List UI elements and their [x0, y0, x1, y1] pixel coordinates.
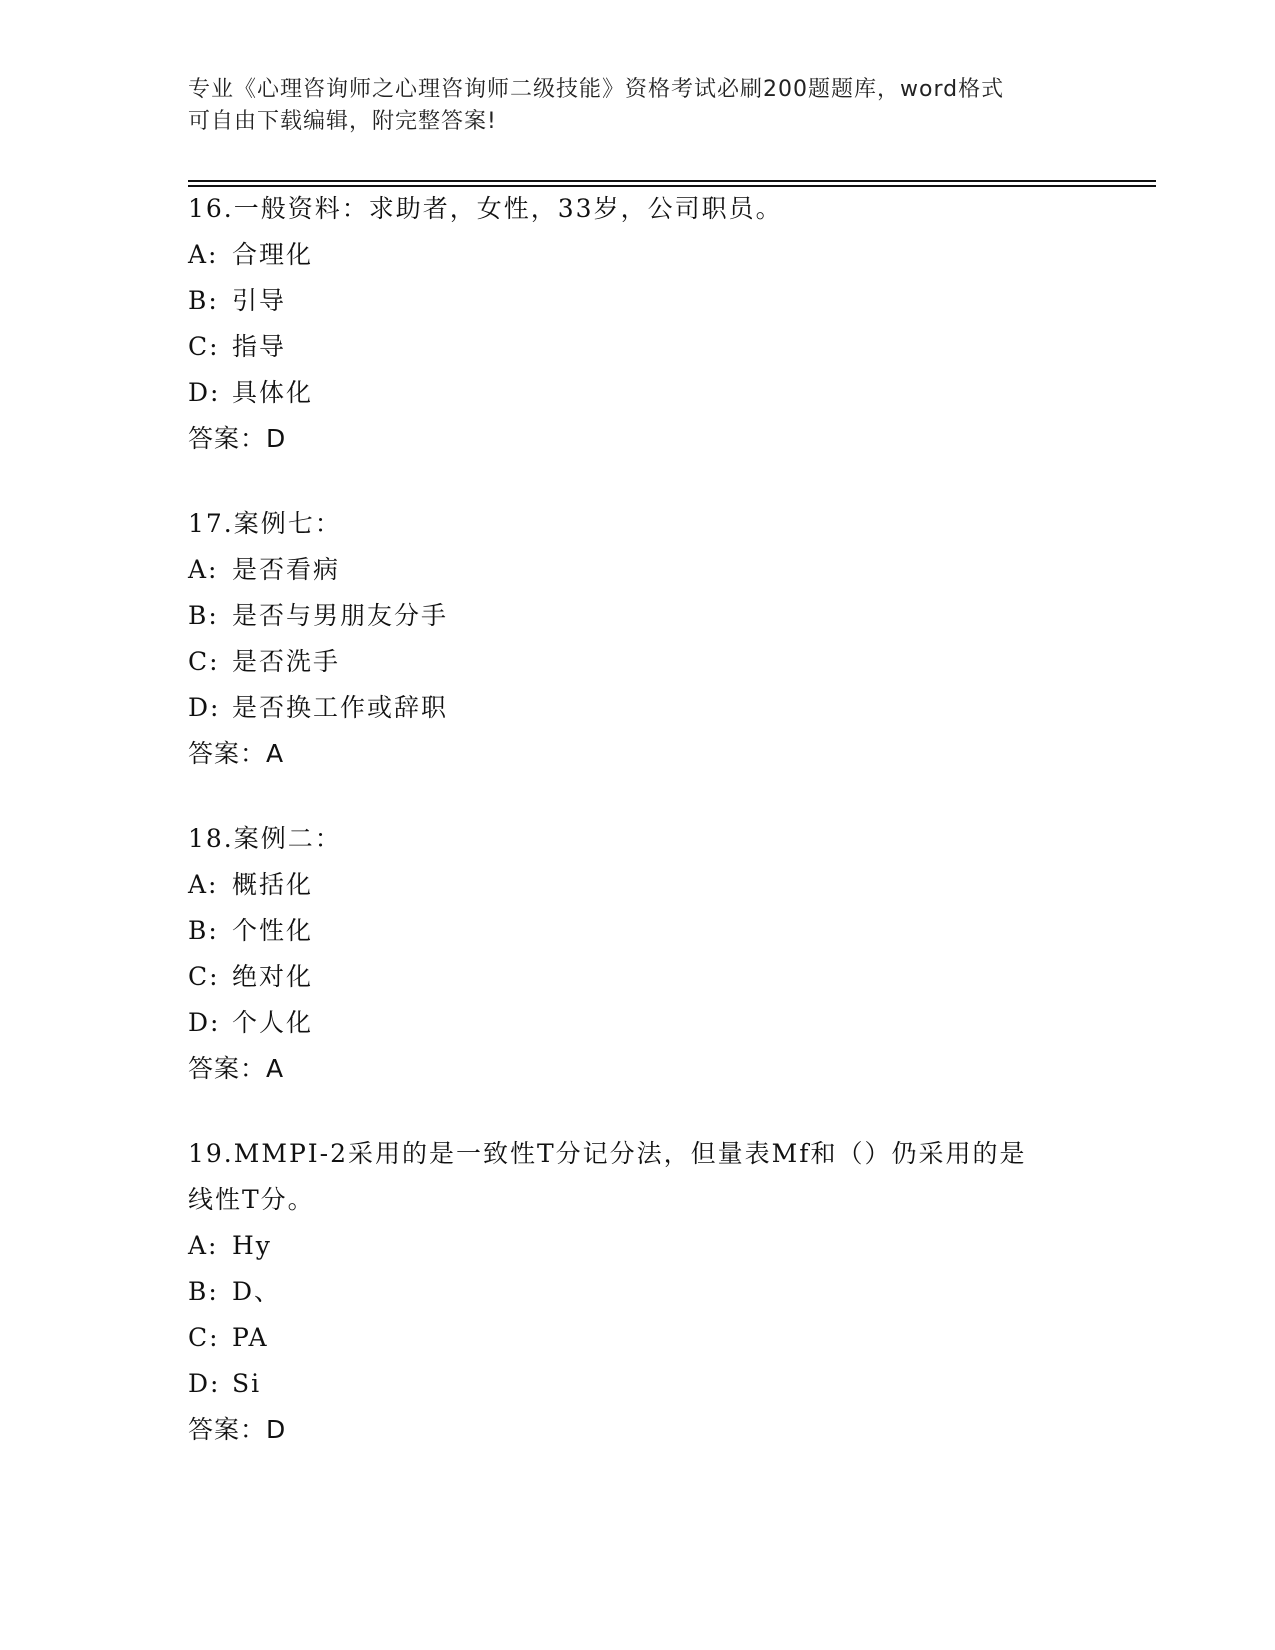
option-text: 合理化 [232, 240, 314, 269]
option-text: D、 [232, 1277, 282, 1306]
option-letter: D: [188, 378, 221, 407]
option-text: PA [232, 1323, 269, 1352]
option-letter: C: [188, 1323, 220, 1352]
option-c [188, 1315, 1088, 1361]
option-text: 具体化 [232, 378, 314, 407]
option-text: 引导 [232, 286, 287, 315]
option-c [188, 639, 1088, 685]
option-letter: A: [188, 870, 219, 899]
option-c [188, 324, 1088, 370]
option-text: 是否与男朋友分手 [232, 601, 449, 630]
option-d [188, 685, 1088, 731]
option-a [188, 862, 1088, 908]
option-letter: C: [188, 647, 220, 676]
option-d [188, 1361, 1088, 1407]
option-c [188, 954, 1088, 1000]
header-line-2: 可自由下载编辑，附完整答案! [188, 109, 497, 134]
option-text: 是否看病 [232, 555, 341, 584]
question-16 [188, 186, 1088, 462]
option-text: Si [232, 1369, 262, 1398]
option-letter: B: [188, 601, 219, 630]
option-letter: B: [188, 1277, 219, 1306]
option-letter: A: [188, 555, 219, 584]
question-stem: 17.案例七： [188, 509, 342, 538]
option-text: Hy [232, 1231, 272, 1260]
option-letter: C: [188, 332, 220, 361]
option-letter: C: [188, 962, 220, 991]
option-a [188, 1223, 1088, 1269]
option-b [188, 1269, 1088, 1315]
option-letter: B: [188, 286, 219, 315]
option-b [188, 908, 1088, 954]
option-d [188, 1000, 1088, 1046]
answer-line: 答案：D [188, 424, 287, 453]
option-b [188, 593, 1088, 639]
question-18 [188, 816, 1088, 1092]
option-letter: D: [188, 693, 221, 722]
option-text: 是否洗手 [232, 647, 341, 676]
option-a [188, 232, 1088, 278]
answer-line: 答案：D [188, 1415, 287, 1444]
header-line-1: 专业《心理咨询师之心理咨询师二级技能》资格考试必刷200题题库，word格式 [188, 77, 1005, 102]
question-stem-line-1: 19.MMPI-2采用的是一致性T分记分法，但量表Mf和（）仍采用的是 [188, 1139, 1027, 1168]
document-header [188, 74, 1068, 138]
option-text: 绝对化 [232, 962, 314, 991]
question-19 [188, 1131, 1088, 1453]
option-letter: D: [188, 1369, 221, 1398]
question-stem: 16.一般资料：求助者，女性，33岁，公司职员。 [188, 194, 783, 223]
option-d [188, 370, 1088, 416]
answer-line: 答案：A [188, 1054, 285, 1083]
option-letter: D: [188, 1008, 221, 1037]
question-stem: 18.案例二： [188, 824, 342, 853]
option-text: 指导 [232, 332, 287, 361]
header-divider-top [188, 180, 1156, 182]
option-text: 是否换工作或辞职 [232, 693, 449, 722]
option-a [188, 547, 1088, 593]
option-text: 概括化 [232, 870, 314, 899]
option-b [188, 278, 1088, 324]
option-letter: A: [188, 1231, 219, 1260]
option-letter: A: [188, 240, 219, 269]
option-text: 个性化 [232, 916, 314, 945]
option-text: 个人化 [232, 1008, 314, 1037]
question-stem-line-2: 线性T分。 [188, 1185, 315, 1214]
option-letter: B: [188, 916, 219, 945]
question-17 [188, 501, 1088, 777]
answer-line: 答案：A [188, 739, 285, 768]
